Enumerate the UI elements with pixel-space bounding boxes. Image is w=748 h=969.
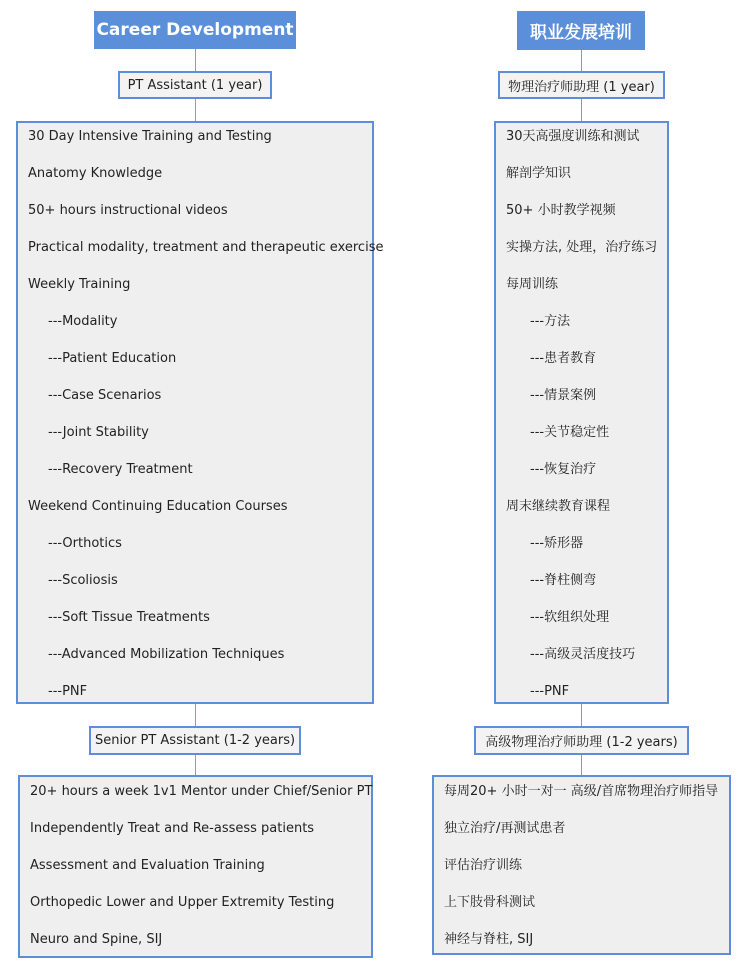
pt-assistant-cn-item: 每周训练 [506, 277, 559, 292]
level-pt-assistant: PT Assistant (1 year) [118, 71, 272, 99]
pt-assistant-cn-item: ---方法 [530, 314, 571, 329]
pt-assistant-item: ---Recovery Treatment [48, 462, 193, 477]
senior-pt-assistant-cn-item: 神经与脊柱, SIJ [444, 932, 534, 947]
pt-assistant-cn-item: ---高级灵活度技巧 [530, 647, 636, 662]
pt-assistant-cn-item: ---PNF [530, 684, 570, 699]
title-chinese: 职业发展培训 [517, 11, 645, 50]
title-english: Career Development [94, 11, 296, 49]
senior-pt-assistant-cn-item: 独立治疗/再测试患者 [444, 821, 566, 836]
connector-line [195, 49, 196, 71]
level-senior-pt-assistant: Senior PT Assistant (1-2 years) [89, 726, 301, 755]
senior-pt-assistant-item: Assessment and Evaluation Training [30, 858, 265, 873]
pt-assistant-item: ---Scoliosis [48, 573, 118, 588]
pt-assistant-item: ---PNF [48, 684, 88, 699]
pt-assistant-cn-item: ---患者教育 [530, 351, 597, 366]
pt-assistant-cn-item: ---软组织处理 [530, 610, 610, 625]
pt-assistant-item: Weekend Continuing Education Courses [28, 499, 288, 514]
connector-line [195, 755, 196, 775]
connector-line [195, 99, 196, 121]
level-senior-pt-assistant-cn: 高级物理治疗师助理 (1-2 years) [474, 726, 689, 755]
senior-pt-assistant-cn-item: 上下肢骨科测试 [444, 895, 536, 910]
pt-assistant-cn-item: ---恢复治疗 [530, 462, 597, 477]
pt-assistant-cn-item: ---情景案例 [530, 388, 597, 403]
pt-assistant-cn-item: 解剖学知识 [506, 166, 572, 181]
senior-pt-assistant-item: Independently Treat and Re-assess patients [30, 821, 315, 836]
pt-assistant-item: Anatomy Knowledge [28, 166, 163, 181]
pt-assistant-cn-item: ---矫形器 [530, 536, 584, 551]
level-pt-assistant-cn: 物理治疗师助理 (1 year) [498, 71, 665, 99]
connector-line [581, 99, 582, 121]
connector-line [581, 755, 582, 775]
pt-assistant-item: ---Soft Tissue Treatments [48, 610, 210, 625]
senior-pt-assistant-cn-item: 每周20+ 小时一对一 高级/首席物理治疗师指导 [444, 784, 719, 799]
pt-assistant-cn-item: 实操方法, 处理，治疗练习 [506, 240, 658, 255]
pt-assistant-item: ---Patient Education [48, 351, 177, 366]
pt-assistant-cn-item: 30天高强度训练和测试 [506, 129, 640, 144]
senior-pt-assistant-item: 20+ hours a week 1v1 Mentor under Chief/Senior PT [30, 784, 373, 799]
pt-assistant-cn-item: ---脊柱侧弯 [530, 573, 597, 588]
pt-assistant-item: ---Modality [48, 314, 118, 329]
connector-line [195, 704, 196, 726]
pt-assistant-item: ---Orthotics [48, 536, 122, 551]
connector-line [581, 704, 582, 726]
pt-assistant-item: ---Joint Stability [48, 425, 149, 440]
connector-line [581, 50, 582, 71]
pt-assistant-item: 30 Day Intensive Training and Testing [28, 129, 272, 144]
pt-assistant-item: Practical modality, treatment and therapeutic exercise [28, 240, 384, 255]
senior-pt-assistant-item: Neuro and Spine, SIJ [30, 932, 163, 947]
pt-assistant-item: ---Advanced Mobilization Techniques [48, 647, 285, 662]
pt-assistant-item: 50+ hours instructional videos [28, 203, 228, 218]
pt-assistant-cn-item: 周末继续教育课程 [506, 499, 611, 514]
pt-assistant-cn-item: 50+ 小时教学视频 [506, 203, 616, 218]
pt-assistant-cn-item: ---关节稳定性 [530, 425, 610, 440]
senior-pt-assistant-cn-item: 评估治疗训练 [444, 858, 523, 873]
pt-assistant-item: ---Case Scenarios [48, 388, 162, 403]
pt-assistant-item: Weekly Training [28, 277, 131, 292]
senior-pt-assistant-item: Orthopedic Lower and Upper Extremity Testing [30, 895, 335, 910]
